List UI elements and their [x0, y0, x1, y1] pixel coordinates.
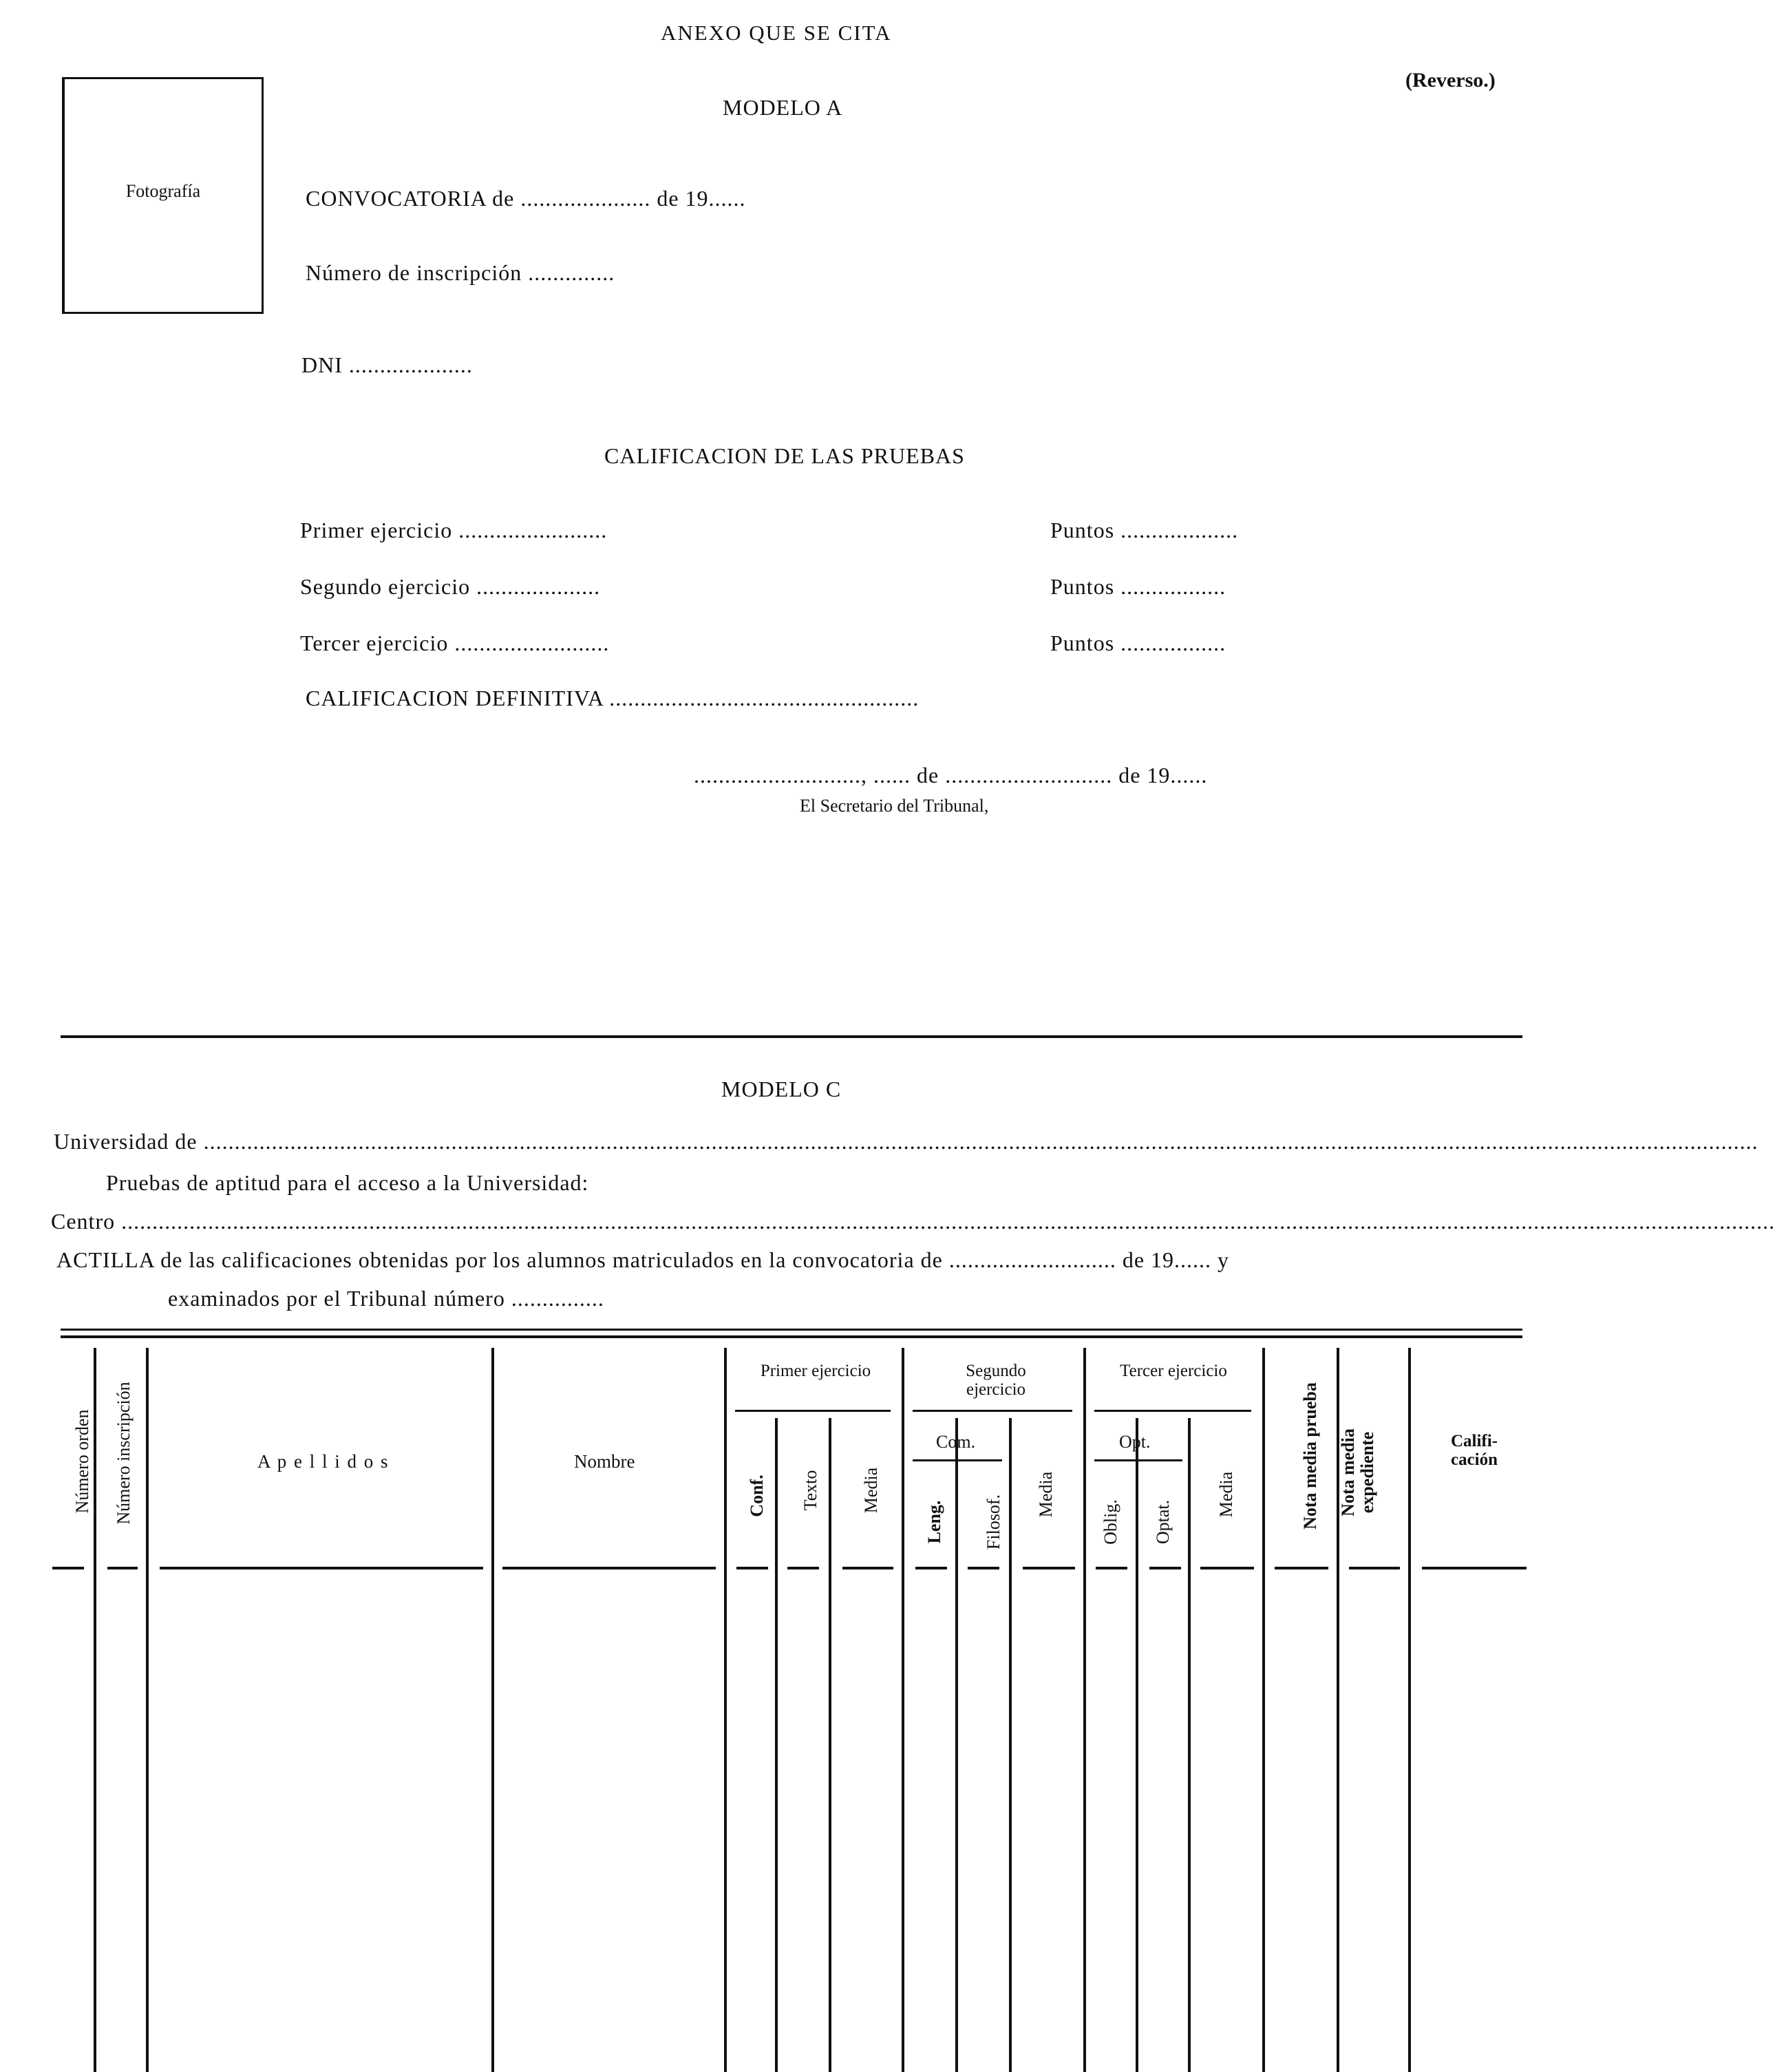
- photo-box[interactable]: [62, 77, 264, 314]
- header-texto: Texto: [800, 1470, 820, 1511]
- opt-underline: [1094, 1459, 1182, 1461]
- annex-title: ANEXO QUE SE CITA: [661, 21, 892, 45]
- pruebas-label: Pruebas de aptitud para el acceso a la Universidad:: [106, 1170, 589, 1195]
- table-top-rule-2: [61, 1335, 1522, 1338]
- reverso-label: (Reverso.): [1405, 69, 1496, 92]
- primer-puntos-field[interactable]: Puntos ...................: [1050, 518, 1239, 542]
- group-underline-primer: [735, 1410, 891, 1412]
- fecha-field[interactable]: ..........................., ...... de ........................... de 19......: [694, 763, 1208, 787]
- header-tick: [1096, 1567, 1127, 1569]
- header-opt: Opt.: [1119, 1432, 1151, 1452]
- group-underline-segundo: [913, 1410, 1072, 1412]
- header-tick: [502, 1567, 716, 1569]
- header-calificacion: Califi- cación: [1450, 1432, 1498, 1469]
- header-oblig: Oblig.: [1101, 1499, 1120, 1545]
- header-segundo-ejercicio: Segundo ejercicio: [966, 1362, 1026, 1399]
- header-tick: [107, 1567, 138, 1569]
- actilla-text[interactable]: ACTILLA de las calificaciones obtenidas por los alumnos matriculados en la convocatoria de ........................... de 19...... y: [56, 1247, 1230, 1272]
- header-tick: [1422, 1567, 1527, 1569]
- header-tick: [915, 1567, 947, 1569]
- header-tick: [160, 1567, 483, 1569]
- header-tercer-ejercicio: Tercer ejercicio: [1120, 1362, 1227, 1380]
- inscripcion-field[interactable]: Número de inscripción ..............: [306, 260, 615, 285]
- table-top-rule: [61, 1329, 1522, 1331]
- secretario-label: El Secretario del Tribunal,: [800, 796, 989, 816]
- calificacion-definitiva-field[interactable]: CALIFICACION DEFINITIVA ..................................................: [306, 686, 920, 710]
- header-tick: [1349, 1567, 1400, 1569]
- header-tick: [842, 1567, 893, 1569]
- primer-ejercicio-field[interactable]: Primer ejercicio ........................: [300, 518, 608, 542]
- header-numero-orden: Número orden: [72, 1409, 92, 1514]
- convocatoria-field[interactable]: CONVOCATORIA de ..................... de 19......: [306, 186, 746, 211]
- header-leng: Leng.: [924, 1500, 944, 1544]
- dni-field[interactable]: DNI ....................: [301, 352, 473, 377]
- header-media-2: Media: [1036, 1471, 1056, 1518]
- header-tick: [1275, 1567, 1328, 1569]
- universidad-field[interactable]: Universidad de ...........................................................................................................................................................................................................................................................: [54, 1129, 1758, 1154]
- header-primer-ejercicio: Primer ejercicio: [760, 1362, 871, 1380]
- header-tick: [968, 1567, 999, 1569]
- header-tick: [52, 1567, 84, 1569]
- modelo-c-title: MODELO C: [721, 1077, 842, 1101]
- header-conf: Conf.: [747, 1474, 767, 1517]
- header-com: Com.: [936, 1432, 976, 1452]
- com-underline: [913, 1459, 1002, 1461]
- header-media-1: Media: [861, 1467, 881, 1514]
- header-optat: Optat.: [1153, 1499, 1173, 1545]
- header-tick: [736, 1567, 768, 1569]
- header-nota-media-prueba: Nota media prueba: [1300, 1382, 1320, 1530]
- tercer-ejercicio-field[interactable]: Tercer ejercicio .........................: [300, 631, 610, 655]
- header-media-3: Media: [1216, 1471, 1236, 1518]
- segundo-ejercicio-field[interactable]: Segundo ejercicio ....................: [300, 574, 601, 599]
- centro-field[interactable]: Centro ...........................................................................................................................................................................................................................................................................: [51, 1209, 1775, 1234]
- table-body[interactable]: [61, 1572, 1522, 2072]
- modelo-a-title: MODELO A: [723, 95, 843, 120]
- header-nombre: Nombre: [574, 1451, 635, 1472]
- header-filosof: Filosof.: [984, 1494, 1003, 1550]
- photo-label: Fotografía: [125, 181, 201, 201]
- tercer-puntos-field[interactable]: Puntos .................: [1050, 631, 1226, 655]
- group-underline-tercer: [1094, 1410, 1251, 1412]
- header-tick: [1023, 1567, 1075, 1569]
- header-nota-media-expediente: Nota media expediente: [1338, 1428, 1377, 1516]
- header-tick: [1149, 1567, 1181, 1569]
- actilla-tribunal[interactable]: examinados por el Tribunal número ...............: [168, 1286, 604, 1311]
- calificacion-title: CALIFICACION DE LAS PRUEBAS: [604, 443, 965, 468]
- header-tick: [787, 1567, 819, 1569]
- header-apellidos: A p e l l i d o s: [257, 1451, 390, 1472]
- segundo-puntos-field[interactable]: Puntos .................: [1050, 574, 1226, 599]
- header-tick: [1200, 1567, 1254, 1569]
- section-divider: [61, 1035, 1522, 1038]
- header-numero-inscripcion: Número inscripción: [114, 1382, 134, 1525]
